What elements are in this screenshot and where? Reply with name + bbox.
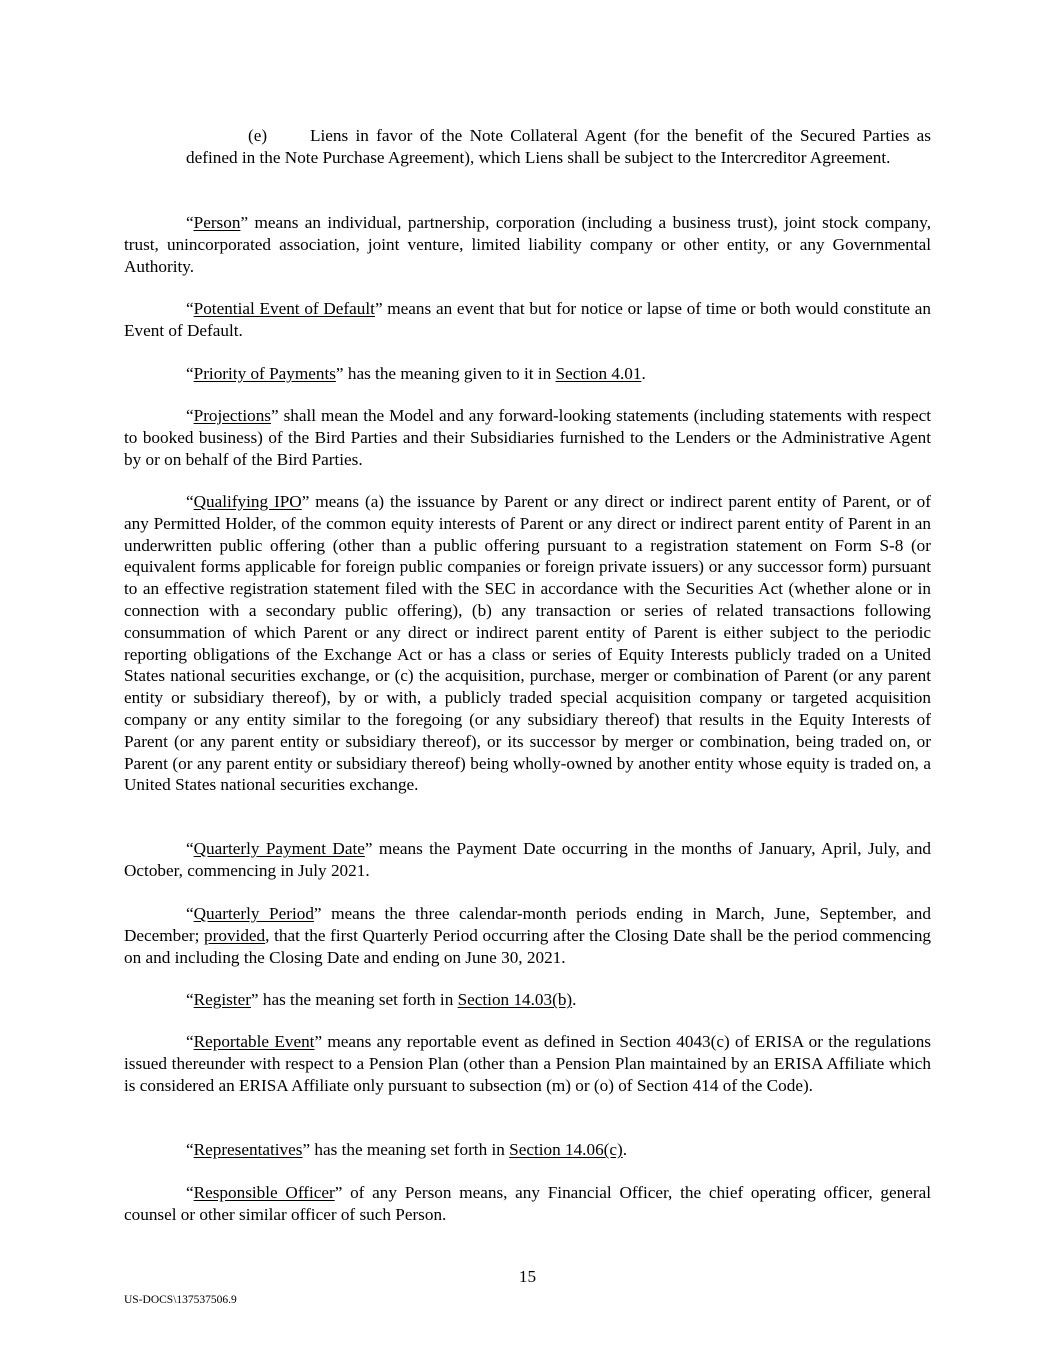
term-qualifying-ipo: Qualifying IPO <box>193 492 302 511</box>
term-potential-event: Potential Event of Default <box>193 299 375 318</box>
term-responsible-officer: Responsible Officer <box>193 1183 335 1202</box>
clause-e <box>186 125 931 169</box>
definition-qualifying-ipo-text: ” means (a) the issuance by Parent or any direct or indirect parent entity of Parent, or of any Permitted Holder, of the common equity interests of Parent or any direct or indirect parent entity of Parent in an underwritten public offering (other than a public offering pursuant to a registration statement on Form S-8 (or equivalent forms applicable for foreign public companies or foreign private issuers) or any successor form) pursuant to an effective registration statement filed with the SEC in accordance with the Securities Act (whether alone or in connection with a secondary public offering), (b) any transaction or series of related transactions following consummation of which Parent or any direct or indirect parent entity of Parent is either subject to the periodic reporting obligations of the Exchange Act or has a class or series of Equity Interests publicly traded on a United States national securities exchange, or (c) the acquisition, purchase, merger or combination of Parent (or any parent entity or subsidiary thereof), by or with, a publicly traded special acquisition company or targeted acquisition company or any entity similar to the foregoing (or any subsidiary thereof) that results in the Equity Interests of Parent (or any parent entity or subsidiary thereof), or its successor by merger or combination, being traded on, or Parent (or any parent entity or subsidiary thereof) being wholly-owned by another entity whose equity is traded on, a United States national securities exchange. <box>124 492 931 795</box>
term-provided: provided <box>204 925 266 945</box>
definition-priority <box>124 363 931 385</box>
period: . <box>641 364 646 383</box>
open-quote: “ <box>186 1032 194 1051</box>
section-ref-14-03b: Section 14.03(b) <box>457 990 573 1009</box>
definition-quarterly-period <box>124 903 931 968</box>
open-quote: “ <box>186 904 194 923</box>
section-ref-4-01: Section 4.01 <box>555 364 642 383</box>
definition-person <box>124 212 931 277</box>
definition-qualifying-ipo <box>124 491 931 796</box>
page-number: 15 <box>518 1267 537 1286</box>
definition-potential-event <box>124 298 931 342</box>
clause-e-text: Liens in favor of the Note Collateral Agent (for the benefit of the Secured Parties as defined in the Note Purchase Agreement), which Liens shall be subject to the Intercreditor Agreement. <box>186 126 931 167</box>
open-quote: “ <box>186 213 194 232</box>
document-id: US-DOCS\137537506.9 <box>124 1294 237 1306</box>
definition-priority-text: ” has the meaning given to it in <box>335 364 556 383</box>
term-quarterly-period: Quarterly Period <box>193 904 314 923</box>
definition-quarterly-period-text-2: , that the first Quarterly Period occurring after the Closing Date shall be the period commencing on and including the Closing Date and ending on June 30, 2021. <box>124 925 932 967</box>
definition-quarterly-payment-date-text: ” means the Payment Date occurring in the months of January, April, July, and October, commencing in July 2021. <box>124 839 932 880</box>
definition-representatives-text: ” has the meaning set forth in <box>302 1140 510 1159</box>
term-reportable-event: Reportable Event <box>193 1032 315 1051</box>
open-quote: “ <box>186 1140 194 1159</box>
definition-representatives <box>124 1139 931 1161</box>
open-quote: “ <box>186 990 194 1009</box>
definition-responsible-officer <box>124 1182 931 1226</box>
definition-projections <box>124 405 931 470</box>
open-quote: “ <box>186 1183 194 1202</box>
clause-e-label: (e) <box>248 126 268 145</box>
definition-responsible-officer-text: ” of any Person means, any Financial Officer, the chief operating officer, general counsel or other similar officer of such Person. <box>124 1183 931 1224</box>
term-projections: Projections <box>193 406 271 425</box>
definition-register <box>124 989 931 1011</box>
definition-quarterly-period-text-1: ” means the three calendar-month periods ending in March, June, September, and December; <box>124 904 931 945</box>
term-representatives: Representatives <box>193 1140 303 1159</box>
definition-quarterly-payment-date <box>124 838 931 882</box>
term-quarterly-payment-date: Quarterly Payment Date <box>193 839 365 858</box>
definition-potential-event-text: ” means an event that but for notice or lapse of time or both would constitute an Event of Default. <box>124 299 931 340</box>
open-quote: “ <box>186 299 194 318</box>
open-quote: “ <box>186 364 194 383</box>
open-quote: “ <box>186 406 194 425</box>
section-ref-14-06c: Section 14.06(c) <box>509 1140 623 1159</box>
period: . <box>572 990 577 1009</box>
open-quote: “ <box>186 839 194 858</box>
term-priority: Priority of Payments <box>193 364 336 383</box>
definition-person-text: ” means an individual, partnership, corporation (including a business trust), joint stock company, trust, unincorporated association, joint venture, limited liability company or other entity, or any Governmental Authority. <box>124 213 931 276</box>
definition-reportable-event-text: ” means any reportable event as defined in Section 4043(c) of ERISA or the regulations issued thereunder with respect to a Pension Plan (other than a Pension Plan maintained by an ERISA Affiliate which is considered an ERISA Affiliate only pursuant to subsection (m) or (o) of Section 414 of the Code). <box>124 1032 931 1095</box>
definition-register-text: ” has the meaning set forth in <box>250 990 458 1009</box>
period: . <box>622 1140 628 1159</box>
term-person: Person <box>193 213 241 232</box>
definition-reportable-event <box>124 1031 931 1096</box>
open-quote: “ <box>186 492 194 511</box>
term-register: Register <box>193 990 251 1009</box>
definition-projections-text: ” shall mean the Model and any forward-looking statements (including statements with respect to booked business) of the Bird Parties and their Subsidiaries furnished to the Lenders or the Administrative Agent by or on behalf of the Bird Parties. <box>124 406 931 469</box>
